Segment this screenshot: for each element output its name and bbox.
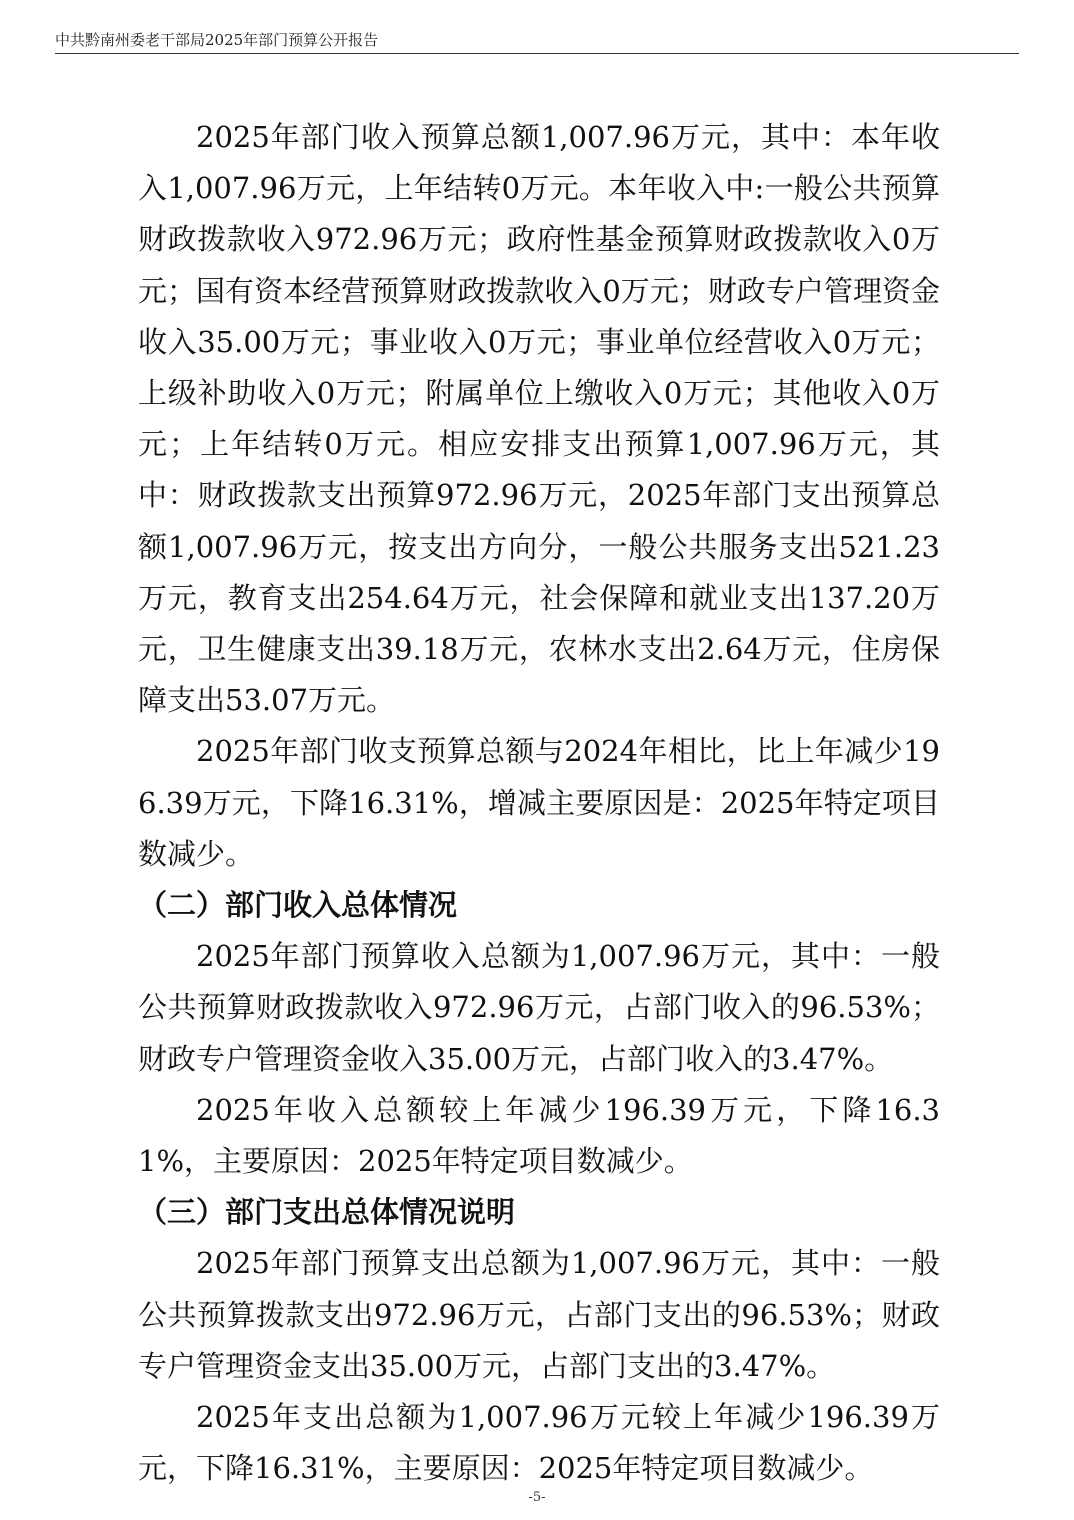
section-heading-expenditure: （三）部门支出总体情况说明 (138, 1195, 516, 1230)
paragraph-expenditure-change: 2025年支出总额为1,007.96万元较上年减少196.39万元，下降16.31%，主要原因：2025年特定项目数减少。 (138, 1400, 940, 1486)
section-heading-income: （二）部门收入总体情况 (138, 888, 458, 923)
paragraph-budget-overview: 2025年部门收入预算总额1,007.96万元，其中：本年收入1,007.96万元，上年结转0万元。本年收入中:一般公共预算财政拨款收入972.96万元；政府性基金预算财政拨款收入0万元；国有资本经营预算财政拨款收入0万元；财政专户管理资金收入35.00万元；事业收入0万元；事业单位经营收入0万元；上级补助收入0万元；附属单位上缴收入0万元；其他收入0万元；上年结转0万元。相应安排支出预算1,007.96万元，其中：财政拨款支出预算972.96万元，2025年部门支出预算总额1,007.96万元，按支出方向分，一般公共服务支出521.23万元，教育支出254.64万元，社会保障和就业支出137.20万元，卫生健康支出39.18万元，农林水支出2.64万元，住房保障支出53.07万元。 (138, 120, 940, 718)
header-divider (55, 53, 1019, 54)
paragraph-income-change: 2025年收入总额较上年减少196.39万元，下降16.31%，主要原因：2025年特定项目数减少。 (138, 1092, 940, 1179)
document-body (138, 112, 940, 1494)
page-number: -5- (528, 1490, 546, 1505)
paragraph-expenditure-total: 2025年部门预算支出总额为1,007.96万元，其中：一般公共预算拨款支出972.96万元，占部门支出的96.53%；财政专户管理资金支出35.00万元，占部门支出的3.47%。 (138, 1246, 940, 1383)
paragraph-income-total: 2025年部门预算收入总额为1,007.96万元，其中：一般公共预算财政拨款收入972.96万元，占部门收入的96.53%；财政专户管理资金收入35.00万元，占部门收入的3.47%。 (138, 939, 940, 1076)
running-header-title: 中共黔南州委老干部局2025年部门预算公开报告 (55, 31, 379, 49)
paragraph-budget-comparison: 2025年部门收支预算总额与2024年相比，比上年减少196.39万元，下降16.31%，增减主要原因是：2025年特定项目数减少。 (138, 734, 940, 871)
